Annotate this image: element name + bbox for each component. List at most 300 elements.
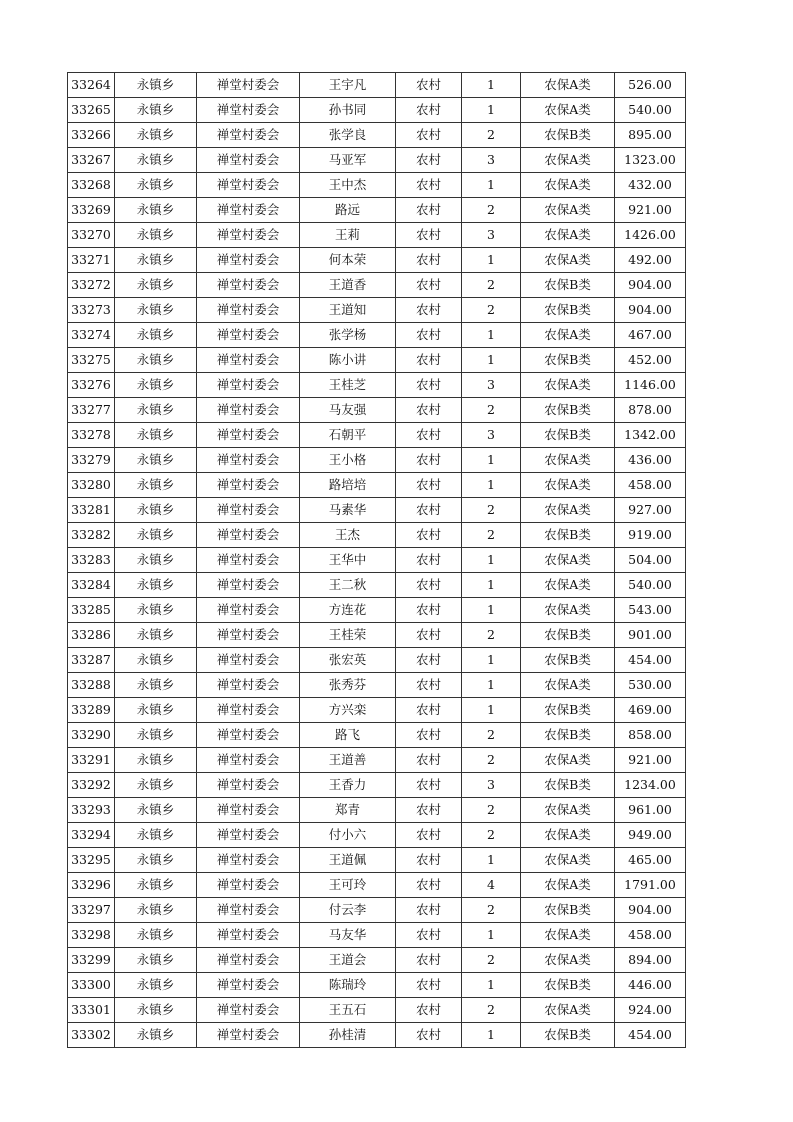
cell-household-count: 1 bbox=[462, 673, 521, 698]
cell-township: 永镇乡 bbox=[115, 898, 197, 923]
cell-name: 王五石 bbox=[300, 998, 396, 1023]
cell-amount: 454.00 bbox=[615, 648, 686, 673]
cell-amount: 895.00 bbox=[615, 123, 686, 148]
cell-insurance-category: 农保B类 bbox=[521, 348, 615, 373]
cell-insurance-category: 农保A类 bbox=[521, 98, 615, 123]
cell-serial-number: 33300 bbox=[68, 973, 115, 998]
cell-residence-type: 农村 bbox=[396, 423, 462, 448]
cell-township: 永镇乡 bbox=[115, 148, 197, 173]
cell-township: 永镇乡 bbox=[115, 523, 197, 548]
cell-residence-type: 农村 bbox=[396, 748, 462, 773]
cell-household-count: 1 bbox=[462, 548, 521, 573]
cell-village-committee: 禅堂村委会 bbox=[197, 948, 300, 973]
cell-amount: 1791.00 bbox=[615, 873, 686, 898]
cell-household-count: 3 bbox=[462, 773, 521, 798]
cell-amount: 458.00 bbox=[615, 923, 686, 948]
cell-household-count: 1 bbox=[462, 73, 521, 98]
cell-residence-type: 农村 bbox=[396, 248, 462, 273]
cell-amount: 452.00 bbox=[615, 348, 686, 373]
cell-residence-type: 农村 bbox=[396, 123, 462, 148]
cell-household-count: 4 bbox=[462, 873, 521, 898]
cell-serial-number: 33282 bbox=[68, 523, 115, 548]
table-row bbox=[68, 423, 686, 448]
cell-household-count: 2 bbox=[462, 823, 521, 848]
cell-township: 永镇乡 bbox=[115, 323, 197, 348]
cell-household-count: 2 bbox=[462, 398, 521, 423]
cell-serial-number: 33268 bbox=[68, 173, 115, 198]
cell-township: 永镇乡 bbox=[115, 98, 197, 123]
cell-household-count: 2 bbox=[462, 123, 521, 148]
cell-township: 永镇乡 bbox=[115, 673, 197, 698]
cell-name: 付小六 bbox=[300, 823, 396, 848]
cell-name: 陈瑞玲 bbox=[300, 973, 396, 998]
cell-township: 永镇乡 bbox=[115, 948, 197, 973]
cell-amount: 924.00 bbox=[615, 998, 686, 1023]
cell-township: 永镇乡 bbox=[115, 498, 197, 523]
cell-residence-type: 农村 bbox=[396, 798, 462, 823]
cell-insurance-category: 农保A类 bbox=[521, 323, 615, 348]
cell-household-count: 3 bbox=[462, 373, 521, 398]
cell-township: 永镇乡 bbox=[115, 348, 197, 373]
cell-township: 永镇乡 bbox=[115, 798, 197, 823]
cell-name: 王小格 bbox=[300, 448, 396, 473]
cell-township: 永镇乡 bbox=[115, 873, 197, 898]
cell-name: 何本荣 bbox=[300, 248, 396, 273]
cell-village-committee: 禅堂村委会 bbox=[197, 523, 300, 548]
cell-insurance-category: 农保A类 bbox=[521, 248, 615, 273]
cell-serial-number: 33265 bbox=[68, 98, 115, 123]
cell-serial-number: 33266 bbox=[68, 123, 115, 148]
cell-residence-type: 农村 bbox=[396, 923, 462, 948]
cell-insurance-category: 农保A类 bbox=[521, 848, 615, 873]
cell-township: 永镇乡 bbox=[115, 598, 197, 623]
cell-residence-type: 农村 bbox=[396, 398, 462, 423]
cell-insurance-category: 农保B类 bbox=[521, 123, 615, 148]
cell-township: 永镇乡 bbox=[115, 698, 197, 723]
cell-amount: 530.00 bbox=[615, 673, 686, 698]
cell-household-count: 1 bbox=[462, 923, 521, 948]
table-row bbox=[68, 448, 686, 473]
cell-township: 永镇乡 bbox=[115, 573, 197, 598]
cell-serial-number: 33269 bbox=[68, 198, 115, 223]
cell-village-committee: 禅堂村委会 bbox=[197, 1023, 300, 1048]
cell-residence-type: 农村 bbox=[396, 973, 462, 998]
cell-insurance-category: 农保B类 bbox=[521, 648, 615, 673]
cell-insurance-category: 农保B类 bbox=[521, 273, 615, 298]
cell-insurance-category: 农保B类 bbox=[521, 623, 615, 648]
cell-residence-type: 农村 bbox=[396, 73, 462, 98]
cell-residence-type: 农村 bbox=[396, 98, 462, 123]
cell-amount: 901.00 bbox=[615, 623, 686, 648]
table-row bbox=[68, 823, 686, 848]
cell-insurance-category: 农保A类 bbox=[521, 73, 615, 98]
cell-village-committee: 禅堂村委会 bbox=[197, 773, 300, 798]
cell-serial-number: 33274 bbox=[68, 323, 115, 348]
cell-residence-type: 农村 bbox=[396, 948, 462, 973]
cell-insurance-category: 农保A类 bbox=[521, 798, 615, 823]
cell-amount: 543.00 bbox=[615, 598, 686, 623]
cell-amount: 454.00 bbox=[615, 1023, 686, 1048]
cell-amount: 904.00 bbox=[615, 898, 686, 923]
cell-village-committee: 禅堂村委会 bbox=[197, 248, 300, 273]
cell-insurance-category: 农保A类 bbox=[521, 473, 615, 498]
cell-amount: 432.00 bbox=[615, 173, 686, 198]
cell-residence-type: 农村 bbox=[396, 473, 462, 498]
cell-village-committee: 禅堂村委会 bbox=[197, 973, 300, 998]
cell-village-committee: 禅堂村委会 bbox=[197, 448, 300, 473]
cell-household-count: 2 bbox=[462, 723, 521, 748]
cell-serial-number: 33290 bbox=[68, 723, 115, 748]
cell-serial-number: 33301 bbox=[68, 998, 115, 1023]
cell-residence-type: 农村 bbox=[396, 273, 462, 298]
cell-village-committee: 禅堂村委会 bbox=[197, 873, 300, 898]
cell-household-count: 1 bbox=[462, 348, 521, 373]
cell-name: 路远 bbox=[300, 198, 396, 223]
table-row bbox=[68, 398, 686, 423]
cell-residence-type: 农村 bbox=[396, 448, 462, 473]
cell-serial-number: 33288 bbox=[68, 673, 115, 698]
table-row bbox=[68, 173, 686, 198]
cell-residence-type: 农村 bbox=[396, 1023, 462, 1048]
cell-name: 王可玲 bbox=[300, 873, 396, 898]
cell-household-count: 2 bbox=[462, 998, 521, 1023]
cell-residence-type: 农村 bbox=[396, 223, 462, 248]
cell-name: 路培培 bbox=[300, 473, 396, 498]
cell-village-committee: 禅堂村委会 bbox=[197, 298, 300, 323]
cell-household-count: 1 bbox=[462, 98, 521, 123]
cell-serial-number: 33283 bbox=[68, 548, 115, 573]
cell-name: 王宇凡 bbox=[300, 73, 396, 98]
cell-insurance-category: 农保A类 bbox=[521, 948, 615, 973]
cell-serial-number: 33273 bbox=[68, 298, 115, 323]
cell-name: 方连花 bbox=[300, 598, 396, 623]
cell-township: 永镇乡 bbox=[115, 923, 197, 948]
cell-amount: 921.00 bbox=[615, 748, 686, 773]
cell-name: 张宏英 bbox=[300, 648, 396, 673]
cell-amount: 894.00 bbox=[615, 948, 686, 973]
cell-insurance-category: 农保B类 bbox=[521, 773, 615, 798]
cell-village-committee: 禅堂村委会 bbox=[197, 623, 300, 648]
cell-serial-number: 33292 bbox=[68, 773, 115, 798]
cell-name: 陈小讲 bbox=[300, 348, 396, 373]
cell-insurance-category: 农保B类 bbox=[521, 698, 615, 723]
cell-amount: 540.00 bbox=[615, 98, 686, 123]
cell-amount: 961.00 bbox=[615, 798, 686, 823]
cell-name: 马亚军 bbox=[300, 148, 396, 173]
table-row bbox=[68, 223, 686, 248]
cell-township: 永镇乡 bbox=[115, 373, 197, 398]
cell-insurance-category: 农保A类 bbox=[521, 598, 615, 623]
roster-table-body bbox=[68, 73, 686, 1048]
cell-name: 郑青 bbox=[300, 798, 396, 823]
cell-residence-type: 农村 bbox=[396, 348, 462, 373]
cell-residence-type: 农村 bbox=[396, 298, 462, 323]
cell-name: 石朝平 bbox=[300, 423, 396, 448]
table-row bbox=[68, 273, 686, 298]
cell-serial-number: 33287 bbox=[68, 648, 115, 673]
cell-serial-number: 33270 bbox=[68, 223, 115, 248]
table-row bbox=[68, 998, 686, 1023]
cell-village-committee: 禅堂村委会 bbox=[197, 648, 300, 673]
cell-township: 永镇乡 bbox=[115, 848, 197, 873]
cell-village-committee: 禅堂村委会 bbox=[197, 223, 300, 248]
cell-name: 路飞 bbox=[300, 723, 396, 748]
cell-name: 王桂荣 bbox=[300, 623, 396, 648]
cell-village-committee: 禅堂村委会 bbox=[197, 423, 300, 448]
cell-township: 永镇乡 bbox=[115, 398, 197, 423]
cell-serial-number: 33280 bbox=[68, 473, 115, 498]
roster-table bbox=[67, 72, 686, 1048]
cell-insurance-category: 农保B类 bbox=[521, 898, 615, 923]
table-row bbox=[68, 98, 686, 123]
cell-household-count: 2 bbox=[462, 898, 521, 923]
cell-residence-type: 农村 bbox=[396, 573, 462, 598]
cell-township: 永镇乡 bbox=[115, 748, 197, 773]
cell-household-count: 2 bbox=[462, 198, 521, 223]
cell-residence-type: 农村 bbox=[396, 198, 462, 223]
cell-residence-type: 农村 bbox=[396, 373, 462, 398]
cell-name: 孙桂清 bbox=[300, 1023, 396, 1048]
cell-township: 永镇乡 bbox=[115, 198, 197, 223]
table-row bbox=[68, 873, 686, 898]
cell-residence-type: 农村 bbox=[396, 623, 462, 648]
cell-name: 王华中 bbox=[300, 548, 396, 573]
cell-township: 永镇乡 bbox=[115, 248, 197, 273]
cell-amount: 465.00 bbox=[615, 848, 686, 873]
cell-insurance-category: 农保A类 bbox=[521, 823, 615, 848]
table-row bbox=[68, 123, 686, 148]
cell-village-committee: 禅堂村委会 bbox=[197, 923, 300, 948]
cell-insurance-category: 农保A类 bbox=[521, 998, 615, 1023]
cell-insurance-category: 农保B类 bbox=[521, 1023, 615, 1048]
table-row bbox=[68, 923, 686, 948]
cell-household-count: 1 bbox=[462, 648, 521, 673]
cell-name: 王桂芝 bbox=[300, 373, 396, 398]
cell-village-committee: 禅堂村委会 bbox=[197, 273, 300, 298]
cell-household-count: 3 bbox=[462, 223, 521, 248]
cell-township: 永镇乡 bbox=[115, 723, 197, 748]
cell-serial-number: 33296 bbox=[68, 873, 115, 898]
table-row bbox=[68, 148, 686, 173]
cell-serial-number: 33293 bbox=[68, 798, 115, 823]
cell-insurance-category: 农保B类 bbox=[521, 423, 615, 448]
cell-residence-type: 农村 bbox=[396, 898, 462, 923]
cell-household-count: 1 bbox=[462, 448, 521, 473]
cell-name: 付云李 bbox=[300, 898, 396, 923]
cell-name: 王杰 bbox=[300, 523, 396, 548]
cell-name: 张秀芬 bbox=[300, 673, 396, 698]
cell-serial-number: 33291 bbox=[68, 748, 115, 773]
cell-amount: 504.00 bbox=[615, 548, 686, 573]
cell-amount: 1426.00 bbox=[615, 223, 686, 248]
cell-name: 方兴栾 bbox=[300, 698, 396, 723]
cell-household-count: 3 bbox=[462, 423, 521, 448]
cell-insurance-category: 农保A类 bbox=[521, 148, 615, 173]
cell-township: 永镇乡 bbox=[115, 973, 197, 998]
cell-insurance-category: 农保B类 bbox=[521, 398, 615, 423]
cell-name: 王道知 bbox=[300, 298, 396, 323]
cell-name: 王香力 bbox=[300, 773, 396, 798]
table-row bbox=[68, 623, 686, 648]
cell-amount: 927.00 bbox=[615, 498, 686, 523]
cell-amount: 921.00 bbox=[615, 198, 686, 223]
cell-amount: 492.00 bbox=[615, 248, 686, 273]
table-row bbox=[68, 198, 686, 223]
table-row bbox=[68, 548, 686, 573]
cell-serial-number: 33302 bbox=[68, 1023, 115, 1048]
cell-residence-type: 农村 bbox=[396, 823, 462, 848]
cell-village-committee: 禅堂村委会 bbox=[197, 473, 300, 498]
table-row bbox=[68, 1023, 686, 1048]
cell-amount: 1323.00 bbox=[615, 148, 686, 173]
cell-amount: 878.00 bbox=[615, 398, 686, 423]
cell-residence-type: 农村 bbox=[396, 498, 462, 523]
table-row bbox=[68, 373, 686, 398]
table-row bbox=[68, 973, 686, 998]
cell-serial-number: 33264 bbox=[68, 73, 115, 98]
cell-amount: 1342.00 bbox=[615, 423, 686, 448]
cell-name: 王道佩 bbox=[300, 848, 396, 873]
cell-household-count: 1 bbox=[462, 598, 521, 623]
cell-name: 王二秋 bbox=[300, 573, 396, 598]
cell-township: 永镇乡 bbox=[115, 773, 197, 798]
table-row bbox=[68, 848, 686, 873]
cell-residence-type: 农村 bbox=[396, 773, 462, 798]
cell-serial-number: 33276 bbox=[68, 373, 115, 398]
cell-insurance-category: 农保A类 bbox=[521, 573, 615, 598]
table-row bbox=[68, 323, 686, 348]
cell-village-committee: 禅堂村委会 bbox=[197, 73, 300, 98]
cell-serial-number: 33285 bbox=[68, 598, 115, 623]
cell-village-committee: 禅堂村委会 bbox=[197, 498, 300, 523]
cell-residence-type: 农村 bbox=[396, 723, 462, 748]
cell-amount: 1234.00 bbox=[615, 773, 686, 798]
table-row bbox=[68, 248, 686, 273]
cell-village-committee: 禅堂村委会 bbox=[197, 123, 300, 148]
cell-village-committee: 禅堂村委会 bbox=[197, 823, 300, 848]
table-row bbox=[68, 798, 686, 823]
cell-village-committee: 禅堂村委会 bbox=[197, 723, 300, 748]
cell-name: 马素华 bbox=[300, 498, 396, 523]
cell-township: 永镇乡 bbox=[115, 123, 197, 148]
table-row bbox=[68, 723, 686, 748]
cell-name: 孙书同 bbox=[300, 98, 396, 123]
cell-insurance-category: 农保A类 bbox=[521, 548, 615, 573]
cell-serial-number: 33277 bbox=[68, 398, 115, 423]
cell-serial-number: 33299 bbox=[68, 948, 115, 973]
cell-name: 王道香 bbox=[300, 273, 396, 298]
cell-insurance-category: 农保B类 bbox=[521, 298, 615, 323]
cell-amount: 904.00 bbox=[615, 273, 686, 298]
cell-residence-type: 农村 bbox=[396, 998, 462, 1023]
cell-serial-number: 33298 bbox=[68, 923, 115, 948]
table-row bbox=[68, 523, 686, 548]
cell-township: 永镇乡 bbox=[115, 173, 197, 198]
cell-serial-number: 33279 bbox=[68, 448, 115, 473]
cell-serial-number: 33281 bbox=[68, 498, 115, 523]
cell-village-committee: 禅堂村委会 bbox=[197, 173, 300, 198]
cell-amount: 458.00 bbox=[615, 473, 686, 498]
cell-residence-type: 农村 bbox=[396, 148, 462, 173]
table-row bbox=[68, 948, 686, 973]
cell-village-committee: 禅堂村委会 bbox=[197, 698, 300, 723]
cell-household-count: 1 bbox=[462, 473, 521, 498]
cell-village-committee: 禅堂村委会 bbox=[197, 148, 300, 173]
table-row bbox=[68, 898, 686, 923]
cell-household-count: 1 bbox=[462, 248, 521, 273]
table-row bbox=[68, 573, 686, 598]
cell-insurance-category: 农保A类 bbox=[521, 448, 615, 473]
cell-amount: 469.00 bbox=[615, 698, 686, 723]
cell-residence-type: 农村 bbox=[396, 598, 462, 623]
cell-household-count: 2 bbox=[462, 798, 521, 823]
cell-household-count: 2 bbox=[462, 623, 521, 648]
cell-name: 王道善 bbox=[300, 748, 396, 773]
cell-insurance-category: 农保B类 bbox=[521, 723, 615, 748]
table-row bbox=[68, 748, 686, 773]
cell-township: 永镇乡 bbox=[115, 823, 197, 848]
cell-township: 永镇乡 bbox=[115, 1023, 197, 1048]
cell-residence-type: 农村 bbox=[396, 548, 462, 573]
cell-household-count: 1 bbox=[462, 173, 521, 198]
cell-township: 永镇乡 bbox=[115, 623, 197, 648]
cell-insurance-category: 农保A类 bbox=[521, 173, 615, 198]
cell-name: 张学杨 bbox=[300, 323, 396, 348]
cell-serial-number: 33289 bbox=[68, 698, 115, 723]
cell-residence-type: 农村 bbox=[396, 648, 462, 673]
cell-township: 永镇乡 bbox=[115, 423, 197, 448]
cell-insurance-category: 农保B类 bbox=[521, 523, 615, 548]
cell-serial-number: 33271 bbox=[68, 248, 115, 273]
cell-serial-number: 33272 bbox=[68, 273, 115, 298]
cell-township: 永镇乡 bbox=[115, 473, 197, 498]
cell-household-count: 2 bbox=[462, 948, 521, 973]
cell-township: 永镇乡 bbox=[115, 998, 197, 1023]
cell-name: 王中杰 bbox=[300, 173, 396, 198]
table-row bbox=[68, 598, 686, 623]
cell-township: 永镇乡 bbox=[115, 298, 197, 323]
cell-amount: 858.00 bbox=[615, 723, 686, 748]
table-row bbox=[68, 473, 686, 498]
cell-residence-type: 农村 bbox=[396, 873, 462, 898]
cell-insurance-category: 农保A类 bbox=[521, 373, 615, 398]
cell-name: 王莉 bbox=[300, 223, 396, 248]
cell-household-count: 1 bbox=[462, 323, 521, 348]
cell-serial-number: 33284 bbox=[68, 573, 115, 598]
cell-township: 永镇乡 bbox=[115, 223, 197, 248]
cell-name: 马友华 bbox=[300, 923, 396, 948]
cell-village-committee: 禅堂村委会 bbox=[197, 798, 300, 823]
table-row bbox=[68, 73, 686, 98]
cell-amount: 919.00 bbox=[615, 523, 686, 548]
table-row bbox=[68, 498, 686, 523]
cell-household-count: 2 bbox=[462, 273, 521, 298]
cell-village-committee: 禅堂村委会 bbox=[197, 598, 300, 623]
table-row bbox=[68, 298, 686, 323]
cell-village-committee: 禅堂村委会 bbox=[197, 373, 300, 398]
cell-insurance-category: 农保A类 bbox=[521, 673, 615, 698]
cell-village-committee: 禅堂村委会 bbox=[197, 573, 300, 598]
cell-insurance-category: 农保A类 bbox=[521, 873, 615, 898]
cell-name: 马友强 bbox=[300, 398, 396, 423]
cell-household-count: 1 bbox=[462, 973, 521, 998]
cell-insurance-category: 农保A类 bbox=[521, 198, 615, 223]
cell-household-count: 2 bbox=[462, 523, 521, 548]
cell-residence-type: 农村 bbox=[396, 848, 462, 873]
cell-amount: 904.00 bbox=[615, 298, 686, 323]
cell-serial-number: 33267 bbox=[68, 148, 115, 173]
cell-village-committee: 禅堂村委会 bbox=[197, 198, 300, 223]
